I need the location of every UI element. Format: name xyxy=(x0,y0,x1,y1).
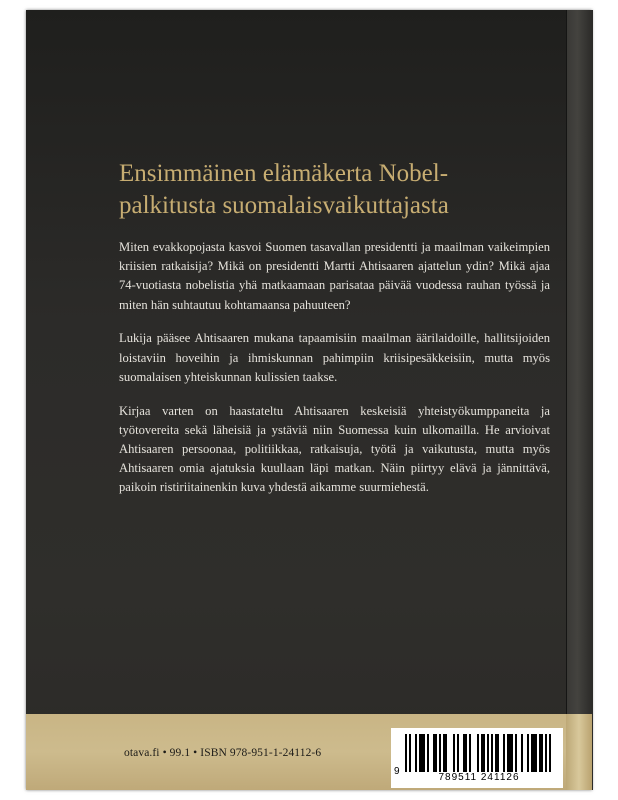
book-back-cover xyxy=(26,10,592,790)
blurb xyxy=(119,238,550,512)
barcode-bar xyxy=(469,734,471,772)
barcode-bar xyxy=(521,734,523,772)
barcode-bar xyxy=(495,734,499,772)
blurb-paragraph-3: Kirjaa varten on haastateltu Ahtisaaren keskeisiä yhteistyökumppaneita ja työtovereita sekä läheisiä ja ystäviä niin Suomessa kuin ulkomailla. He arvioivat Ahtisaaren persoonaa, politiikkaa, ratkaisuja, työtä ja vaikutusta, mutta myös Ahtisaaren omia ajatuksia kuullaan läpi matkan. Näin piirtyy elävä ja jännittävä, paikoin ristiriitainenkin kuva yhdestä aikamme suurmiehestä. xyxy=(119,403,550,495)
barcode-bar xyxy=(539,734,543,772)
barcode-bar xyxy=(531,734,537,772)
barcode-bar xyxy=(477,734,479,772)
headline xyxy=(119,158,559,222)
isbn-barcode xyxy=(391,728,563,788)
spine-edge xyxy=(566,10,593,790)
barcode-lead-digit: 9 xyxy=(394,766,400,777)
barcode-bar xyxy=(491,734,493,772)
barcode-bar xyxy=(439,734,441,772)
barcode-bar xyxy=(527,734,529,772)
blurb-paragraph-2: Lukija pääsee Ahtisaaren mukana tapaamisiin maailman äärilaidoille, hallitsijoiden loistaviin hoveihin ja ihmiskunnan pahimpiin kriisipesäkkeisiin, mutta myös suomalaisen yhteiskunnan kulissien taakse. xyxy=(119,331,550,384)
barcode-bar xyxy=(419,734,425,772)
barcode-bar xyxy=(409,734,411,772)
cover-panel xyxy=(26,10,566,790)
spine-edge-band xyxy=(566,714,592,790)
barcode-bar xyxy=(507,734,513,772)
headline-line-2: palkitusta suomalaisvaikuttajasta xyxy=(119,192,449,219)
barcode-bar xyxy=(463,734,467,772)
barcode-bar xyxy=(443,734,447,772)
barcode-bar xyxy=(415,734,417,772)
barcode-digits: 789511 241126 xyxy=(438,772,520,783)
barcode-bar xyxy=(481,734,485,772)
barcode-bar xyxy=(545,734,547,772)
barcode-bar xyxy=(549,734,551,772)
headline-line-1: Ensimmäinen elämäkerta Nobel- xyxy=(119,160,449,187)
barcode-bar xyxy=(515,734,517,772)
barcode-bar xyxy=(503,734,505,772)
barcode-bar xyxy=(453,734,455,772)
publisher-imprint: otava.fi • 99.1 • ISBN 978-951-1-24112-6 xyxy=(124,747,322,759)
barcode-bar xyxy=(433,734,437,772)
barcode-bar xyxy=(487,734,489,772)
barcode-bar xyxy=(405,734,407,772)
barcode-bar xyxy=(427,734,429,772)
blurb-paragraph-1: Miten evakkopojasta kasvoi Suomen tasavallan presidentti ja maailman vaikeimpien kriisien ratkaisija? Mikä on presidentti Martti Ahtisaaren ajattelun ydin? Mikä ajaa 74-vuotiasta nobelistia yhä matkaamaan parisataa päivää vuodessa rauhan työssä ja miten hän suhtautuu kohtamaansa pahuuteen? xyxy=(119,240,550,312)
barcode-bar xyxy=(457,734,459,772)
barcode-bars xyxy=(405,734,553,772)
